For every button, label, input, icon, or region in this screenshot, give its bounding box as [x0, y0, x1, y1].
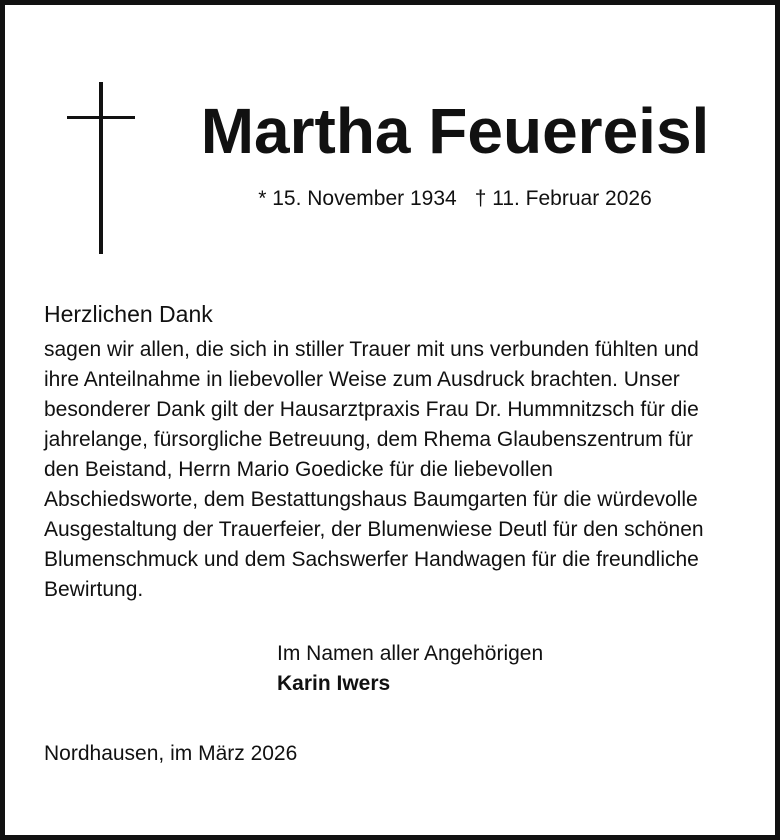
thanks-heading: Herzlichen Dank [44, 301, 213, 327]
body-line: Abschiedsworte, dem Bestattungshaus Baumgarten für die würdevolle [44, 488, 698, 511]
thanks-body [44, 335, 756, 605]
life-dates [155, 185, 755, 213]
deceased-name: Martha Feuereisl [200, 95, 710, 167]
body-line: besonderer Dank gilt der Hausarztpraxis Frau Dr. Hummnitzsch für die [44, 398, 699, 421]
signer-name: Karin Iwers [277, 672, 391, 695]
birth-date: * 15. November 1934 [258, 187, 457, 210]
signature-block [277, 639, 543, 699]
body-line: Ausgestaltung der Trauerfeier, der Blumenwiese Deutl für den schönen [44, 518, 704, 541]
body-line: sagen wir allen, die sich in stiller Trauer mit uns verbunden fühlten und [44, 338, 699, 361]
place-date: Nordhausen, im März 2026 [44, 742, 298, 765]
body-line: jahrelange, fürsorgliche Betreuung, dem Rhema Glaubenszentrum für [44, 428, 694, 451]
body-line: ihre Anteilnahme in liebevoller Weise zum Ausdruck brachten. Unser [44, 368, 680, 391]
body-line: Bewirtung. [44, 578, 144, 601]
body-line: Blumenschmuck und dem Sachswerfer Handwagen für die freundliche [44, 548, 699, 571]
death-date: † 11. Februar 2026 [474, 187, 652, 210]
cross-icon [67, 82, 135, 254]
body-line: den Beistand, Herrn Mario Goedicke für die liebevollen [44, 458, 553, 481]
on-behalf-text: Im Namen aller Angehörigen [277, 642, 544, 665]
